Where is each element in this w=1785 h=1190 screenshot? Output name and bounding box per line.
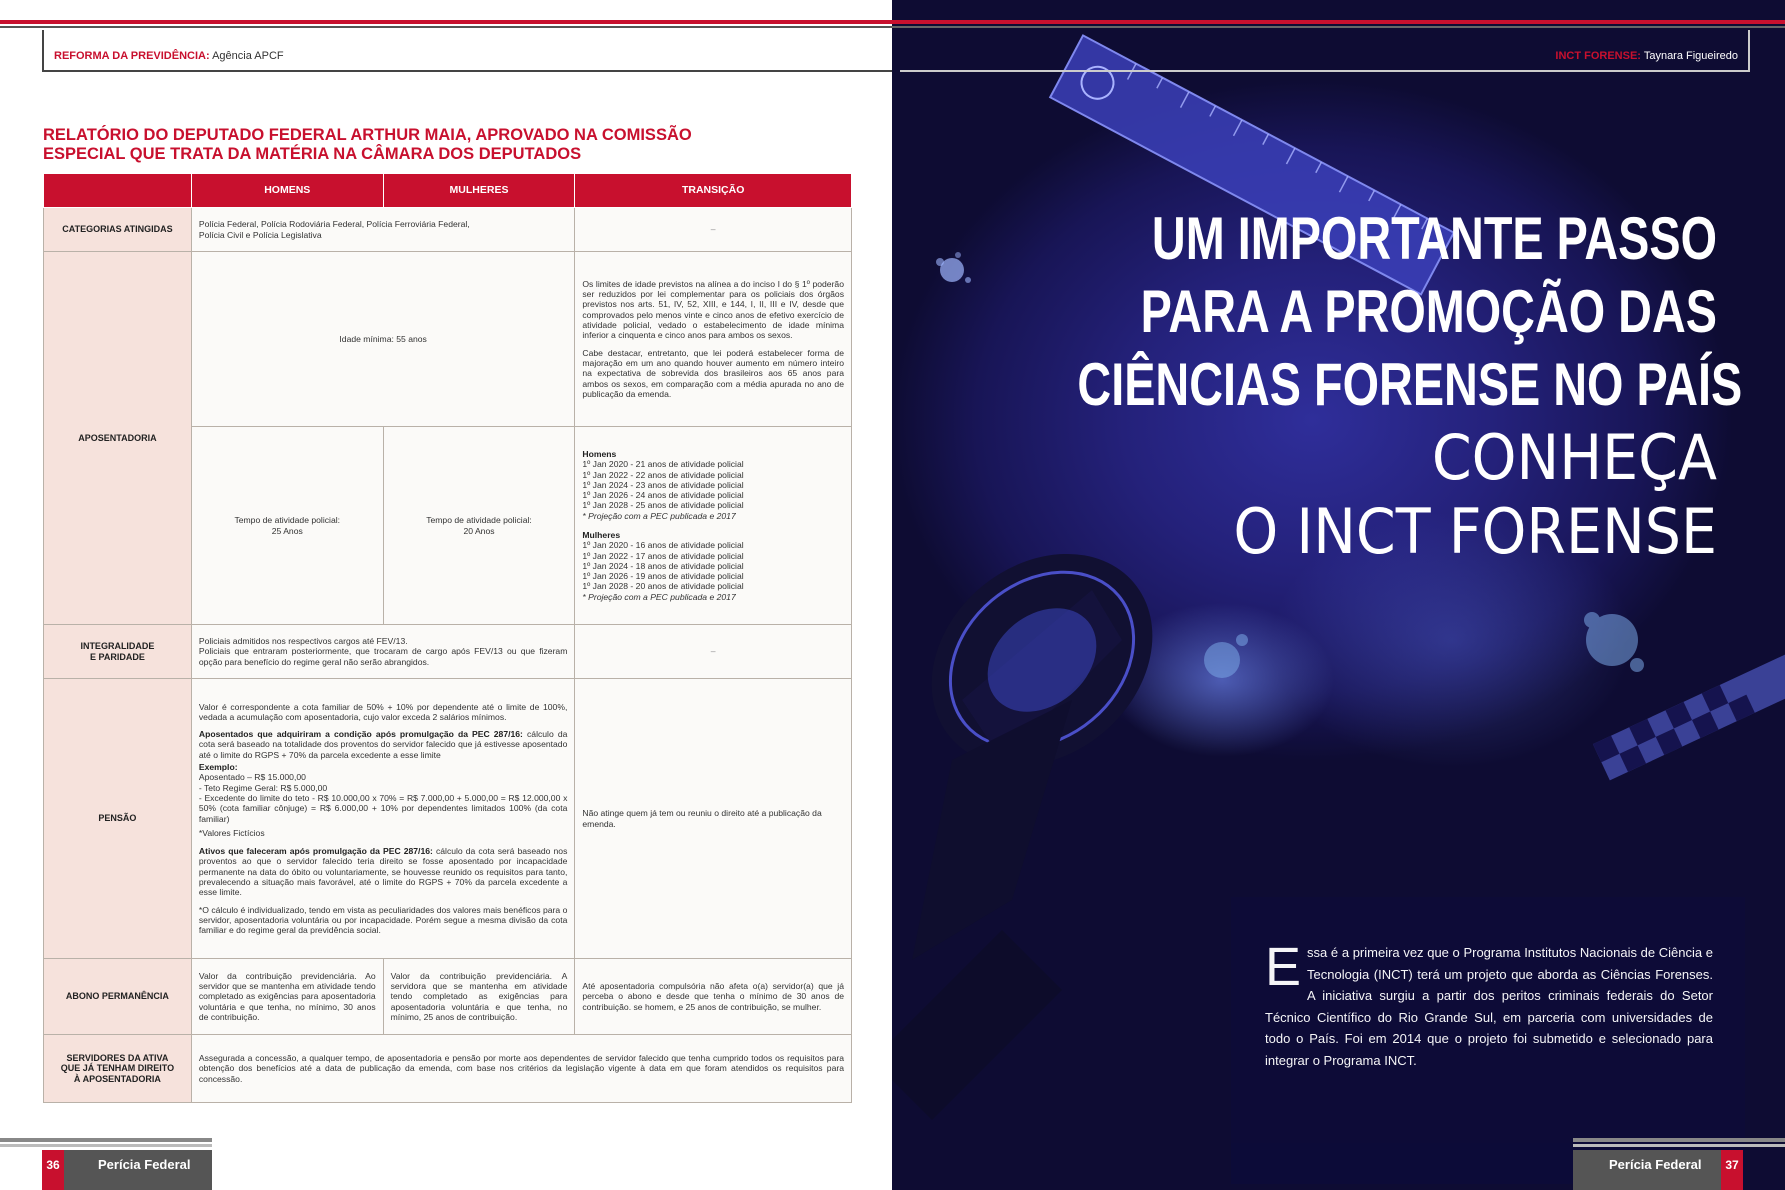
- schedule-label-mulheres: Mulheres: [582, 530, 621, 540]
- label-line: E PARIDADE: [90, 651, 145, 662]
- idade-minima: Idade mínima: 55 anos: [191, 252, 575, 427]
- list-item: 1º Jan 2022 - 17 anos de atividade policial: [582, 550, 744, 561]
- categorias-text: [191, 208, 575, 252]
- footer-right: [1573, 1138, 1785, 1190]
- section-label: INCT FORENSE:: [1555, 50, 1641, 62]
- pensao-paragraph: [199, 846, 568, 897]
- section-author: Agência APCF: [212, 50, 284, 62]
- top-rule-red: [892, 20, 1785, 24]
- header-homens: HOMENS: [191, 174, 383, 208]
- article-headline: [897, 202, 1743, 569]
- schedule-note: * Projeção com a PEC publicada e 2017: [582, 591, 736, 602]
- magazine-name: Perícia Federal: [64, 1150, 212, 1190]
- section-header: [900, 30, 1750, 72]
- list-item: 1º Jan 2024 - 23 anos de atividade policial: [582, 479, 744, 490]
- exemplo-line: Aposentado – R$ 15.000,00: [198, 772, 306, 783]
- list-item: 1º Jan 2028 - 25 anos de atividade policial: [582, 500, 744, 511]
- list-item: 1º Jan 2026 - 24 anos de atividade policial: [582, 490, 744, 501]
- tempo-line: Tempo de atividade policial:: [426, 515, 532, 526]
- scale-bar-icon: [1593, 651, 1785, 780]
- row-label-servidores: [44, 1035, 192, 1103]
- row-label-pensao: PENSÃO: [44, 679, 192, 959]
- schedule-note: * Projeção com a PEC publicada e 2017: [582, 510, 736, 521]
- row-label-categorias: CATEGORIAS ATINGIDAS: [44, 208, 192, 252]
- table-row: [44, 252, 852, 427]
- label-line: À APOSENTADORIA: [73, 1073, 161, 1084]
- row-label-aposentadoria: APOSENTADORIA: [44, 252, 192, 625]
- aposentadoria-paragraph: Cabe destacar, entretanto, que lei poderá estabelecer forma de majoração em um ano quando houver aumento em número inteiro na expectativa de sobrevida dos brasileiros aos 65 anos para ambos os sexos, em comparação com a média apurada no ano de publicação da emenda.: [582, 347, 844, 399]
- pensao-transicao: Não atinge quem já tem ou reuniu o direito até a publicação da emenda.: [575, 679, 852, 959]
- table-row: [44, 1035, 852, 1103]
- pensao-bold: Aposentados que adquiriram a condição após promulgação da PEC 287/16:: [198, 729, 523, 740]
- pensao-paragraph: *O cálculo é individualizado, tendo em vista as peculiaridades dos valores mais benéficos para o servidor, aposentadoria voluntária ou por incapacidade. Porém segue a mesma divisão da cota familiar e do regime geral da previdência social.: [198, 904, 568, 936]
- table-row: [44, 959, 852, 1035]
- uv-stain-icon: [1204, 612, 1644, 678]
- tempo-mulheres: [383, 427, 575, 625]
- table-row: [44, 679, 852, 959]
- servidores-text: Assegurada a concessão, a qualquer tempo, de aposentadoria e pensão por morte aos dependentes de servidor falecido que tenha cumprido todos os requisitos para obtenção dos benefícios até a data de publicação da emenda, com base nos critérios da legislação vigente à data em que foram atendidos os requisitos para concessão.: [191, 1035, 851, 1103]
- list-item: 1º Jan 2022 - 22 anos de atividade policial: [582, 469, 744, 480]
- list-item: 1º Jan 2020 - 21 anos de atividade policial: [582, 459, 744, 470]
- header-blank: [44, 174, 192, 208]
- magazine-name: Perícia Federal: [1573, 1150, 1721, 1190]
- aposentadoria-transicao-text: [575, 252, 852, 427]
- page-number: 37: [1721, 1150, 1743, 1190]
- tempo-line: Tempo de atividade policial:: [234, 515, 341, 526]
- report-title-line: ESPECIAL QUE TRATA DA MATÉRIA NA CÂMARA DOS DEPUTADOS: [43, 145, 582, 163]
- intro-text: ssa é a primeira vez que o Programa Institutos Nacionais de Ciência e Tecnologia (INCT) terá um projeto que aborda as Ciências Forenses. A iniciativa surgiu a partir dos peritos criminais federais do Setor Técnico Científico do Rio Grande Sul, em parceria com universidades de todo o País. Foi em 2014 que o projeto foi submetido e selecionado para integrar o Programa INCT.: [1265, 945, 1713, 1068]
- schedule-label-homens: Homens: [582, 448, 617, 459]
- pensao-bold: Ativos que faleceram após promulgação da PEC 287/16:: [198, 846, 433, 857]
- pensao-text-span: cálculo da cota será baseado na totalidade dos proventos do servidor falecido que já estivesse aposentado até o limite do RGPS + 70% da parcela excedente a esse limite: [198, 729, 568, 760]
- footer-rule: [0, 1138, 212, 1142]
- tempo-line: 25 Anos: [271, 525, 303, 536]
- headline-line: CIÊNCIAS FORENSE NO PAÍS: [1077, 351, 1743, 418]
- footer-rule: [0, 1144, 212, 1147]
- subheadline-line: CONHEÇA: [1431, 421, 1717, 494]
- left-page: [0, 0, 892, 1190]
- footer-rule: [1573, 1138, 1785, 1142]
- pensao-text: [191, 679, 575, 959]
- footer-rule: [1573, 1144, 1785, 1147]
- table-header-row: [44, 174, 852, 208]
- row-label-integralidade: [44, 625, 192, 679]
- drop-cap: E: [1265, 937, 1302, 997]
- section-author: Taynara Figueiredo: [1643, 50, 1738, 62]
- intro-paragraph: [1265, 937, 1713, 1071]
- table-row: [44, 625, 852, 679]
- top-rule-red: [0, 20, 892, 24]
- integralidade-transicao: –: [575, 625, 852, 679]
- transicao-schedule: [575, 427, 852, 625]
- label-line: SERVIDORES DA ATIVA: [66, 1053, 169, 1064]
- pensao-paragraph: [199, 729, 568, 760]
- categorias-transicao: –: [575, 208, 852, 252]
- exemplo-line: - Excedente do limite do teto - R$ 10.000,00 x 70% = R$ 7.000,00 + 5.000,00 = R$ 12.000,00 x 50% (cota familiar cônjuge) = R$ 6.000,00 + 10% por dependentes limitados 100% (da cota familiar): [198, 792, 568, 824]
- integralidade-text: [191, 625, 575, 679]
- flashlight-icon: [892, 510, 1195, 1120]
- label-line: QUE JÁ TENHAM DIREITO: [60, 1063, 175, 1074]
- right-page: [892, 0, 1785, 1190]
- report-title: [43, 126, 783, 164]
- abono-mulheres: Valor da contribuição previdenciária. A servidora que se mantenha em atividade tendo completado as exigências para aposentadoria voluntária e que tenha, no mínimo, 25 anos de contribuição.: [383, 959, 575, 1035]
- pensao-text-span: cálculo da cota será baseado nos proventos ao que o servidor falecido teria direito se fosse aposentado por incapacidade permanente na data do óbito ou voluntariamente, se houvesse reunido os requisitos para tanto, prevalecendo a situação mais favorável, até o limite do RGPS + 70% da parcela excedente a esse limite.: [198, 846, 568, 898]
- top-rule-gray: [0, 26, 892, 28]
- headline-line: UM IMPORTANTE PASSO: [1151, 205, 1717, 272]
- footer-left: [0, 1138, 212, 1190]
- header-mulheres: MULHERES: [383, 174, 575, 208]
- tempo-homens: [191, 427, 383, 625]
- abono-transicao: Até aposentadoria compulsória não afeta o(a) servidor(a) que já perceba o abono e desde que tenha o mínimo de 30 anos de contribuição. se homem, e 25 anos de contribuição, se mulher.: [575, 959, 852, 1035]
- section-header: [42, 30, 892, 72]
- table-row: [44, 208, 852, 252]
- list-item: 1º Jan 2026 - 19 anos de atividade policial: [582, 571, 744, 582]
- row-label-abono: ABONO PERMANÊNCIA: [44, 959, 192, 1035]
- list-item: 1º Jan 2020 - 16 anos de atividade policial: [582, 540, 744, 551]
- report-title-line: RELATÓRIO DO DEPUTADO FEDERAL ARTHUR MAIA, APROVADO NA COMISSÃO: [43, 126, 692, 144]
- list-item: 1º Jan 2024 - 18 anos de atividade policial: [582, 560, 744, 571]
- headline-line: PARA A PROMOÇÃO DAS: [1140, 278, 1717, 345]
- categorias-line: Polícia Civil e Polícia Legislativa: [198, 229, 322, 240]
- categorias-line: Polícia Federal, Polícia Rodoviária Federal, Polícia Ferroviária Federal,: [198, 219, 470, 230]
- pensao-paragraph: Valor é correspondente a cota familiar de 50% + 10% por dependente até o limite de 100%, vedada a acumulação com aposentadoria, cujo valor exceda 2 salários mínimos.: [198, 701, 568, 722]
- aposentadoria-paragraph: Os limites de idade previstos na alínea a do inciso I do § 1º poderão ser reduzidos por lei complementar para os policiais dos órgãos previstos nos arts. 51, IV, 52, XIII, e 144, I, II, III e IV, desde que comprovados pelo menos vinte e cinco anos de efetivo exercício de atividade policial, vedado o estabelecimento de idade mínima inferior a cinquenta e cinco anos para ambos os sexos.: [582, 278, 844, 341]
- pension-reform-table: [43, 173, 852, 1103]
- subheadline-line: O INCT FORENSE: [1233, 495, 1717, 568]
- exemplo-line: - Teto Regime Geral: R$ 5.000,00: [198, 782, 328, 793]
- top-rule-gray: [892, 26, 1785, 28]
- section-label: REFORMA DA PREVIDÊNCIA:: [54, 50, 210, 62]
- abono-homens: Valor da contribuição previdenciária. Ao servidor que se mantenha em atividade tendo completado as exigências para aposentadoria voluntária e que tenha, no mínimo, 30 anos de contribuição.: [191, 959, 383, 1035]
- label-line: INTEGRALIDADE: [80, 641, 155, 652]
- tempo-line: 20 Anos: [463, 525, 495, 536]
- list-item: 1º Jan 2028 - 20 anos de atividade policial: [582, 581, 744, 592]
- page-number: 36: [42, 1150, 64, 1190]
- integralidade-line: Policiais que entraram posteriormente, que trocaram de cargo após FEV/13 ou que fizeram opção para benefício do regime geral não serão abrangidos.: [198, 646, 568, 667]
- header-transicao: TRANSIÇÃO: [575, 174, 852, 208]
- valores-note: *Valores Fictícios: [198, 827, 265, 838]
- exemplo-label: Exemplo:: [198, 762, 238, 773]
- integralidade-line: Policiais admitidos nos respectivos cargos até FEV/13.: [198, 636, 408, 647]
